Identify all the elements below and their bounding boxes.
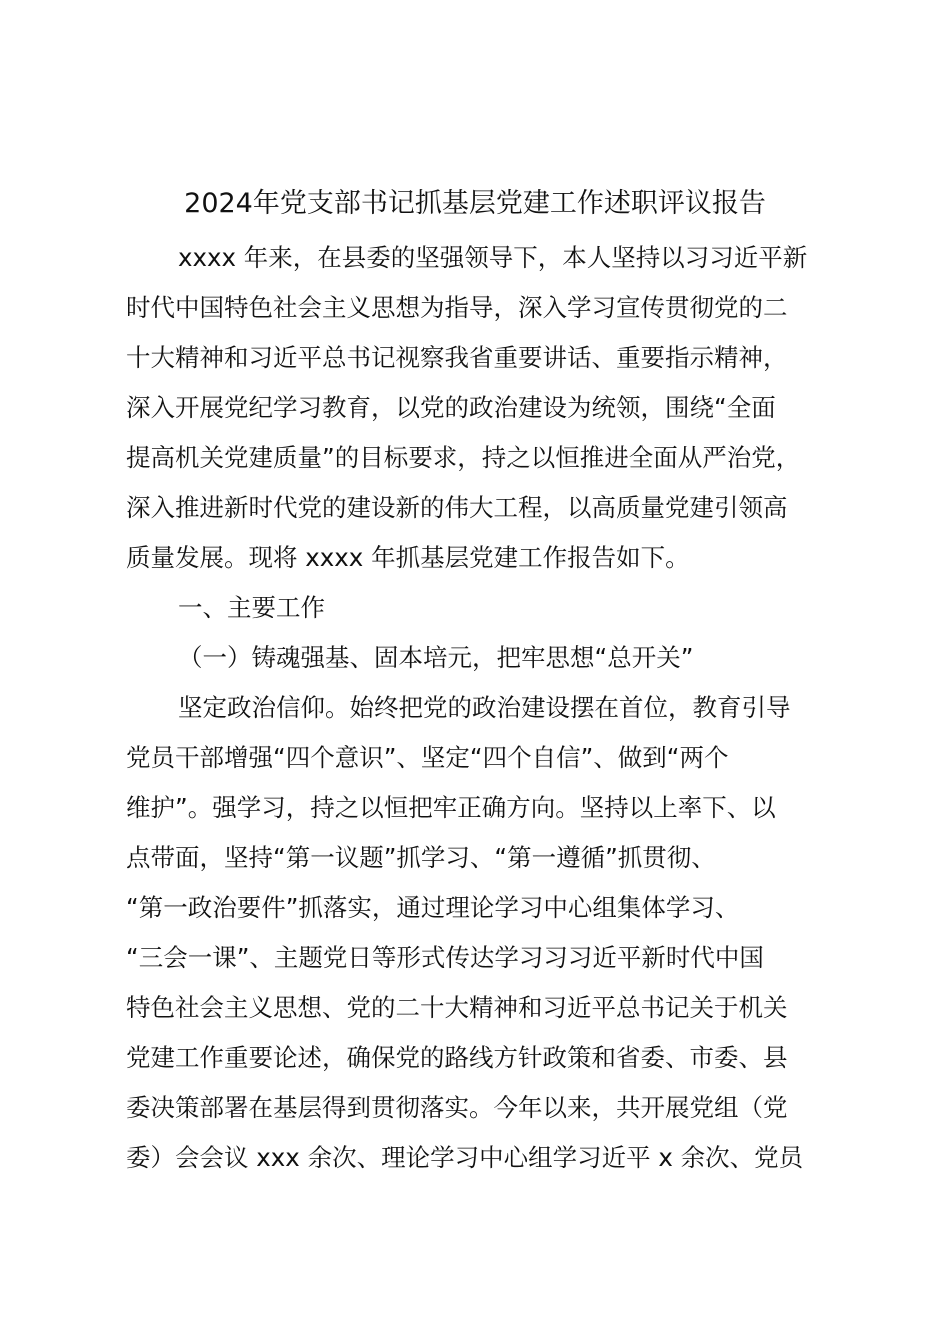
paragraph-line: xxxx 年来，在县委的坚强领导下，本人坚持以习习近平新 [178,243,808,272]
paragraph-line: “第一政治要件”抓落实，通过理论学习中心组集体学习、 [126,893,740,922]
paragraph-line: 十大精神和习近平总书记视察我省重要讲话、重要指示精神， [126,343,788,372]
paragraph-line: 党员干部增强“四个意识”、坚定“四个自信”、做到“两个 [126,743,729,772]
paragraph-line: 特色社会主义思想、党的二十大精神和习近平总书记关于机关 [126,993,788,1022]
subsection-heading: （一）铸魂强基、固本培元，把牢思想“总开关” [178,643,694,672]
paragraph-line: 提高机关党建质量”的目标要求，持之以恒推进全面从严治党， [126,443,801,472]
document-body [126,233,846,1183]
paragraph-line: 维护”。强学习，持之以恒把牢正确方向。坚持以上率下、以 [126,793,776,822]
paragraph-line: 委）会会议 xxx 余次、理论学习中心组学习近平 x 余次、党员 [126,1143,804,1172]
paragraph-line: 时代中国特色社会主义思想为指导，深入学习宣传贯彻党的二 [126,293,788,322]
section-heading: 一、主要工作 [178,593,325,622]
paragraph-line: 点带面，坚持“第一议题”抓学习、“第一遵循”抓贯彻、 [126,843,716,872]
paragraph-line: 深入开展党纪学习教育，以党的政治建设为统领，围绕“全面 [126,393,776,422]
paragraph-line: 坚定政治信仰。始终把党的政治建设摆在首位，教育引导 [178,693,791,722]
paragraph-line: 深入推进新时代党的建设新的伟大工程，以高质量党建引领高 [126,493,788,522]
paragraph-line: 质量发展。现将 xxxx 年抓基层党建工作报告如下。 [126,543,690,572]
paragraph-line: 委决策部署在基层得到贯彻落实。今年以来，共开展党组（党 [126,1093,788,1122]
paragraph-line: 党建工作重要论述，确保党的路线方针政策和省委、市委、县 [126,1043,788,1072]
document-title: 2024年党支部书记抓基层党建工作述职评议报告 [184,188,766,219]
paragraph-line: “三会一课”、主题党日等形式传达学习习习近平新时代中国 [126,943,764,972]
